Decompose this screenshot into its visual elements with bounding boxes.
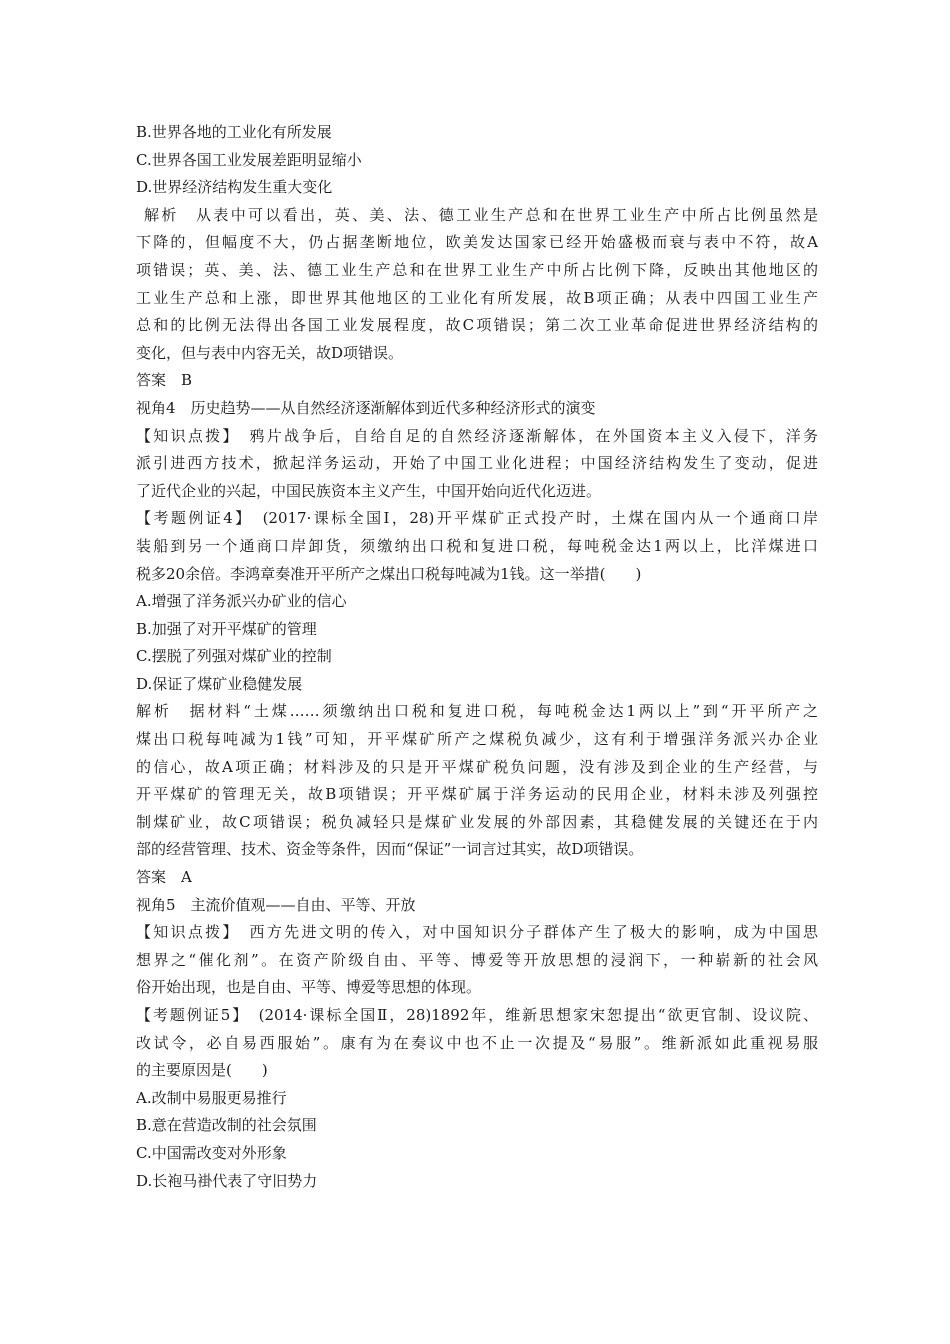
text-line: B.世界各地的工业化有所发展 xyxy=(136,123,332,141)
text-line: 解析 从表中可以看出，英、美、法、德工业生产总和在世界工业生产中所占比例虽然是 xyxy=(144,205,818,224)
text-line: 部的经营管理、技术、资金等条件，因而“保证”一词言过其实，故D项错误。 xyxy=(136,840,644,859)
text-line: 视角4 历史趋势——从自然经济逐渐解体到近代多种经济形式的演变 xyxy=(136,398,596,417)
text-line: 变化，但与表中内容无关，故D项错误。 xyxy=(136,343,404,362)
text-line: B.意在营造改制的社会氛围 xyxy=(136,1116,317,1135)
text-line: 答案 A xyxy=(136,868,192,887)
text-line: 【考题例证5】 (2014·课标全国Ⅱ，28)1892年，维新思想家宋恕提出“欲更官制、设议院、 xyxy=(136,1006,818,1024)
text-line: 俗开始出现，也是自由、平等、博爱等思想的体现。 xyxy=(136,978,482,997)
text-line: C.中国需改变对外形象 xyxy=(136,1143,287,1162)
text-line: C.世界各国工业发展差距明显缩小 xyxy=(136,150,362,169)
text-line: D.长袍马褂代表了守旧势力 xyxy=(136,1171,318,1190)
text-line: 【考题例证4】 (2017·课标全国Ⅰ，28)开平煤矿正式投产时，土煤在国内从一个通商口岸 xyxy=(136,509,818,528)
text-line: 【知识点拨】 西方先进文明的传入，对中国知识分子群体产生了极大的影响，成为中国思 xyxy=(136,923,818,942)
text-line: B.加强了对开平煤矿的管理 xyxy=(136,619,317,638)
text-line: 了近代企业的兴起，中国民族资本主义产生，中国开始向近代化迈进。 xyxy=(136,481,602,500)
text-line: A.增强了洋务派兴办矿业的信心 xyxy=(136,592,347,611)
text-line: C.摆脱了列强对煤矿业的控制 xyxy=(136,647,332,666)
text-line: 想界之“催化剂”。在资产阶级自由、平等、博爱等开放思想的浸润下，一种崭新的社会风 xyxy=(136,950,818,969)
text-line: 装船到另一个通商口岸卸货，须缴纳出口税和复进口税，每吨税金达1两以上，比洋煤进口 xyxy=(136,536,818,555)
text-line: 视角5 主流价值观——自由、平等、开放 xyxy=(136,895,416,914)
text-line: 总和的比例无法得出各国工业发展程度，故C项错误；第二次工业革命促进世界经济结构的 xyxy=(136,316,818,335)
document-body xyxy=(136,119,818,1195)
text-line: 制煤矿业，故C项错误；税负减轻只是煤矿业发展的外部因素，其稳健发展的关键还在于内 xyxy=(136,812,818,831)
text-line: 改试令，必自易西服始”。康有为在奏议中也不止一次提及“易服”。维新派如此重视易服 xyxy=(136,1033,818,1052)
text-line: 的主要原因是( ) xyxy=(136,1061,268,1080)
text-line: 开平煤矿的管理无关，故B项错误；开平煤矿属于洋务运动的民用企业，材料未涉及列强控 xyxy=(136,785,818,804)
text-line: 的信心，故A项正确；材料涉及的只是开平煤矿税负问题，没有涉及到企业的生产经营，与 xyxy=(136,757,818,776)
text-line: A.改制中易服更易推行 xyxy=(136,1088,287,1107)
text-line: D.世界经济结构发生重大变化 xyxy=(136,178,333,197)
text-line: 派引进西方技术，掀起洋务运动，开始了中国工业化进程；中国经济结构发生了变动，促进 xyxy=(136,454,818,473)
text-line: D.保证了煤矿业稳健发展 xyxy=(136,674,303,693)
text-line: 下降的，但幅度不大，仍占据垄断地位，欧美发达国家已经开始盛极而衰与表中不符，故A xyxy=(136,233,818,252)
text-line: 工业生产总和上涨，即世界其他地区的工业化有所发展，故B项正确；从表中四国工业生产 xyxy=(136,288,818,307)
text-line: 【知识点拨】 鸦片战争后，自给自足的自然经济逐渐解体，在外国资本主义入侵下，洋务 xyxy=(136,426,818,445)
text-line: 答案 B xyxy=(136,371,193,390)
text-line: 解析 据材料“土煤……须缴纳出口税和复进口税，每吨税金达1两以上”到“开平所产之 xyxy=(136,702,818,721)
text-line: 煤出口税每吨减为1钱”可知，开平煤矿所产之煤税负减少，这有利于增强洋务派兴办企业 xyxy=(136,730,818,749)
text-line: 项错误；英、美、法、德工业生产总和在世界工业生产中所占比例下降，反映出其他地区的 xyxy=(136,260,818,279)
text-line: 税多20余倍。李鸿章奏准开平所产之煤出口税每吨减为1钱。这一举措( ) xyxy=(136,564,642,583)
